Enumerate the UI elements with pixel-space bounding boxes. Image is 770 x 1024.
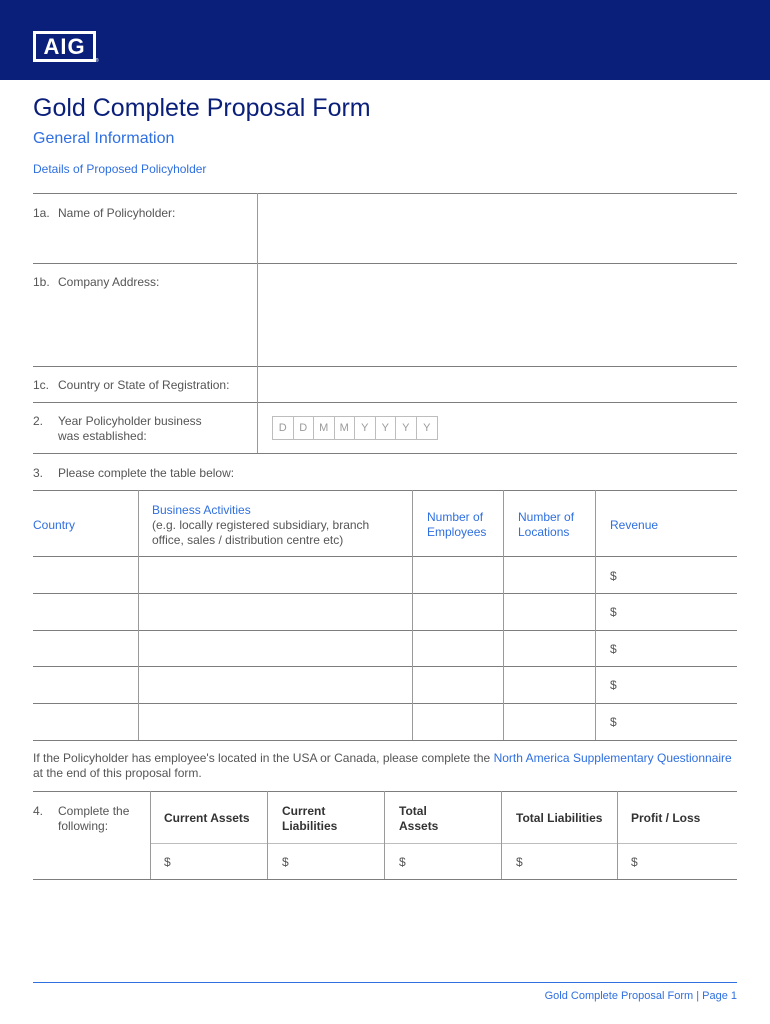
revenue-cell[interactable]: $ xyxy=(610,715,617,729)
employees-cell[interactable] xyxy=(413,704,503,740)
table-border xyxy=(33,879,737,880)
column-header-total-assets: Assets xyxy=(399,819,439,833)
business-activity-cell[interactable] xyxy=(139,631,412,666)
note-text: If the Policyholder has employee's located in the USA or Canada, please complete the xyxy=(33,751,494,765)
question-label: Name of Policyholder: xyxy=(58,206,176,220)
table-column-divider xyxy=(267,791,268,879)
question-number: 1c. xyxy=(33,378,50,392)
table-column-divider xyxy=(501,791,502,879)
section-label: Details of Proposed Policyholder xyxy=(33,162,207,176)
date-cell[interactable]: M xyxy=(314,417,335,439)
business-activity-cell[interactable] xyxy=(139,557,412,593)
column-header-locations: Number of xyxy=(518,510,575,524)
column-header-revenue: Revenue xyxy=(610,518,659,532)
column-header-business-hint: (e.g. locally registered subsidiary, branch xyxy=(152,518,370,532)
revenue-cell[interactable]: $ xyxy=(610,678,617,692)
footer-divider xyxy=(33,982,737,983)
column-header-locations: Locations xyxy=(518,525,570,539)
column-header-total-liabilities: Total Liabilities xyxy=(516,811,603,825)
current-liabilities-cell[interactable]: $ xyxy=(282,855,289,869)
question-number: 2. xyxy=(33,414,44,428)
business-activity-cell[interactable] xyxy=(139,594,412,630)
column-header-employees: Number of xyxy=(427,510,484,524)
question-label: was established: xyxy=(58,429,147,443)
question-number: 4. xyxy=(33,804,44,818)
country-cell[interactable] xyxy=(33,704,138,740)
table-border xyxy=(150,843,737,844)
column-header-business: Business Activities xyxy=(152,503,251,517)
divider xyxy=(33,453,737,454)
business-activity-cell[interactable] xyxy=(139,704,412,740)
column-header-business-hint: office, sales / distribution centre etc) xyxy=(152,533,344,547)
table-border xyxy=(33,740,737,741)
locations-cell[interactable] xyxy=(504,594,595,630)
table-column-divider xyxy=(150,791,151,879)
question-label: Year Policyholder business xyxy=(58,414,202,428)
current-assets-cell[interactable]: $ xyxy=(164,855,171,869)
date-cell[interactable]: M xyxy=(335,417,356,439)
question-number: 3. xyxy=(33,466,44,480)
column-header-current-liabilities: Current xyxy=(282,804,326,818)
question-number: 1a. xyxy=(33,206,50,220)
total-assets-cell[interactable]: $ xyxy=(399,855,406,869)
table-column-divider xyxy=(384,791,385,879)
locations-cell[interactable] xyxy=(504,557,595,593)
country-cell[interactable] xyxy=(33,631,138,666)
column-header-current-liabilities: Liabilities xyxy=(282,819,338,833)
north-america-questionnaire-link[interactable]: North America Supplementary Questionnaire xyxy=(493,751,732,765)
question-label: following: xyxy=(58,819,109,833)
registration-country-field[interactable] xyxy=(259,367,737,402)
question-label: Country or State of Registration: xyxy=(58,378,230,392)
column-header-employees: Employees xyxy=(427,525,487,539)
total-liabilities-cell[interactable]: $ xyxy=(516,855,523,869)
revenue-cell[interactable]: $ xyxy=(610,569,617,583)
question-label: Complete the xyxy=(58,804,130,818)
registered-mark: ® xyxy=(95,58,99,64)
revenue-cell[interactable]: $ xyxy=(610,642,617,656)
locations-cell[interactable] xyxy=(504,704,595,740)
table-column-divider xyxy=(595,490,596,740)
question-number: 1b. xyxy=(33,275,50,289)
employees-cell[interactable] xyxy=(413,667,503,703)
section-subtitle: General Information xyxy=(33,130,175,147)
page-footer: Gold Complete Proposal Form | Page 1 xyxy=(544,990,737,1002)
established-date-field[interactable] xyxy=(272,416,438,440)
aig-logo: AIG xyxy=(33,31,96,62)
column-header-current-assets: Current Assets xyxy=(164,811,250,825)
column-divider xyxy=(257,193,258,453)
country-cell[interactable] xyxy=(33,557,138,593)
question-label: Company Address: xyxy=(58,275,160,289)
date-cell[interactable]: D xyxy=(294,417,315,439)
north-america-note xyxy=(33,751,733,781)
date-cell[interactable]: Y xyxy=(423,422,431,434)
company-address-field[interactable] xyxy=(259,264,737,366)
employees-cell[interactable] xyxy=(413,557,503,593)
table-border xyxy=(33,791,737,792)
note-text: at the end of this proposal form. xyxy=(33,766,202,780)
date-cell[interactable]: Y xyxy=(396,417,417,439)
header-bar xyxy=(0,0,770,80)
business-activity-cell[interactable] xyxy=(139,667,412,703)
locations-cell[interactable] xyxy=(504,631,595,666)
column-header-profit-loss: Profit / Loss xyxy=(631,811,701,825)
country-cell[interactable] xyxy=(33,667,138,703)
column-header-total-assets: Total xyxy=(399,804,427,818)
employees-cell[interactable] xyxy=(413,631,503,666)
column-header-country: Country xyxy=(33,518,76,532)
profit-loss-cell[interactable]: $ xyxy=(631,855,638,869)
country-cell[interactable] xyxy=(33,594,138,630)
question-label: Please complete the table below: xyxy=(58,466,235,480)
date-cell[interactable]: Y xyxy=(376,417,397,439)
date-cell[interactable]: D xyxy=(273,417,294,439)
employees-cell[interactable] xyxy=(413,594,503,630)
locations-cell[interactable] xyxy=(504,667,595,703)
revenue-cell[interactable]: $ xyxy=(610,605,617,619)
table-column-divider xyxy=(617,791,618,879)
policyholder-name-field[interactable] xyxy=(259,194,737,263)
page-title: Gold Complete Proposal Form xyxy=(33,94,371,122)
date-cell[interactable]: Y xyxy=(355,417,376,439)
divider xyxy=(33,402,737,403)
